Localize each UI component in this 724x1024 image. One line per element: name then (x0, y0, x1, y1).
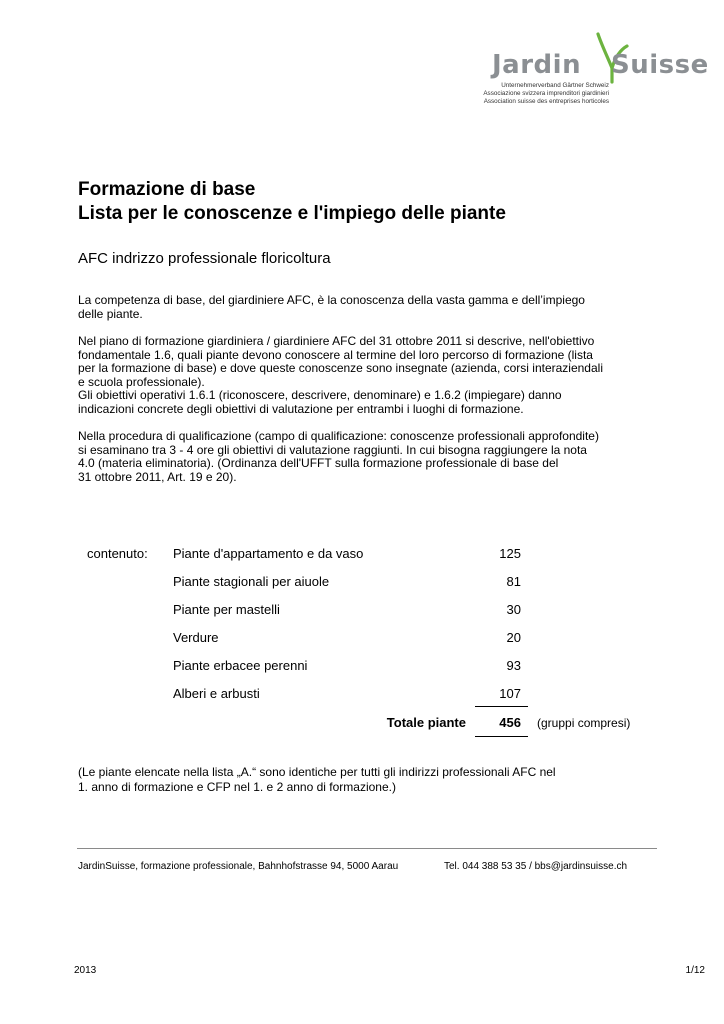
paragraph-line: e scuola professionale). (78, 374, 205, 389)
total-label: Totale piante (386, 715, 466, 730)
footer-divider (77, 848, 657, 849)
paragraph-line: Nella procedura di qualificazione (campo di qualificazione: conoscenze professionali approfondite) (78, 429, 599, 443)
content-row-name: Piante stagionali per aiuole (173, 574, 330, 589)
footer-contact: Tel. 044 388 53 35 / bbs@jardinsuisse.ch (444, 861, 628, 872)
logo-word-suisse: Suisse (611, 50, 709, 80)
logo-tagline-fr: Association suisse des entreprises horticoles (483, 98, 609, 105)
paragraph-line: Nel piano di formazione giardiniera / giardiniere AFC del 31 ottobre 2011 si descrive, nell'obiettivo (78, 334, 595, 348)
total-rule-top (475, 706, 528, 707)
content-row-count: 30 (506, 602, 521, 617)
logo-word-jardin: Jardin (492, 50, 582, 80)
intro-paragraph (78, 294, 668, 321)
page-title-line-1: Formazione di base (78, 179, 256, 200)
content-row-count: 20 (506, 630, 521, 645)
list-note (78, 765, 556, 794)
paragraph-line: 4.0 (materia eliminatoria). (Ordinanza dell'UFFT sulla formazione professionale di base del (78, 456, 559, 471)
paragraph-line: si esaminano tra 3 - 4 ore gli obiettivi di valutazione raggiunti. In cui bisogna raggiungere la nota (78, 442, 587, 457)
paragraph-line: La competenza di base, del giardiniere AFC, è la conoscenza della vasta gamma e dell’impiego (78, 293, 585, 307)
total-rule-bottom (475, 736, 528, 737)
total-note: (gruppi compresi) (537, 716, 631, 730)
paragraph-line: indicazioni concrete degli obiettivi di valutazione per entrambi i luoghi di formazione. (78, 401, 524, 416)
content-row-count: 125 (499, 546, 521, 561)
content-row-count: 93 (506, 658, 521, 673)
content-row-name: Piante d'appartamento e da vaso (173, 546, 364, 561)
note-line: 1. anno di formazione e CFP nel 1. e 2 anno di formazione.) (78, 779, 396, 794)
page-title-line-2: Lista per le conoscenze e l'impiego delle piante (78, 203, 506, 224)
total-value: 456 (499, 715, 521, 730)
paragraph-line: per la formazione di base) e dove queste conoscenze sono insegnate (azienda, corsi interaziendali (78, 361, 603, 376)
footer-address: JardinSuisse, formazione professionale, Bahnhofstrasse 94, 5000 Aarau (78, 861, 399, 872)
content-row-count: 81 (506, 574, 521, 589)
paragraph-line: delle piante. (78, 306, 143, 321)
logo-tagline-de: Unternehmerverband Gärtner Schweiz (501, 82, 609, 89)
paragraph-line: Gli obiettivi operativi 1.6.1 (riconoscere, descrivere, denominare) e 1.6.2 (impiegare) danno (78, 388, 562, 403)
content-row-name: Piante per mastelli (173, 602, 280, 617)
content-label: contenuto: (87, 546, 148, 561)
page-subtitle: AFC indrizzo professionale floricoltura (78, 250, 331, 267)
logo-tagline-it: Associazione svizzera imprenditori giardinieri (483, 90, 609, 97)
paragraph-line: 31 ottobre 2011, Art. 19 e 20). (78, 469, 237, 484)
content-row-name: Piante erbacee perenni (173, 658, 308, 673)
footer-year: 2013 (74, 965, 97, 976)
jardinsuisse-logo (455, 32, 710, 110)
content-row-count: 107 (499, 686, 521, 701)
note-line: (Le piante elencate nella lista „A.“ sono identiche per tutti gli indirizzi professionali AFC nel (78, 765, 556, 779)
qualification-paragraph (78, 430, 668, 484)
page-number: 1/12 (685, 965, 705, 976)
paragraph-line: fondamentale 1.6, quali piante devono conoscere al termine del loro percorso di formazione (lista (78, 347, 593, 362)
content-row-name: Alberi e arbusti (173, 686, 260, 701)
content-row-name: Verdure (173, 630, 219, 645)
training-plan-paragraph (78, 335, 668, 417)
